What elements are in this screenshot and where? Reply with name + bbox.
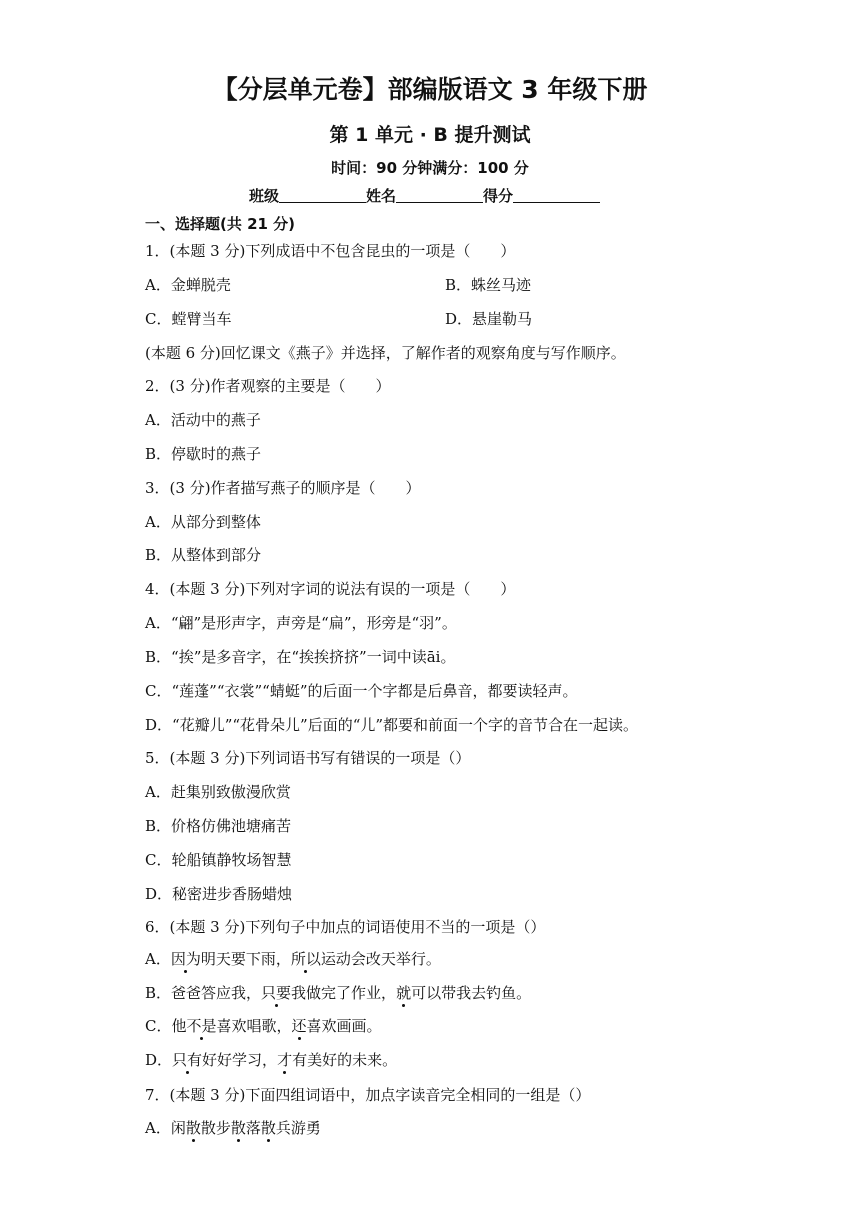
unit-subtitle: 第 1 单元 · B 提升测试 bbox=[329, 124, 531, 146]
text-segment: 散步 bbox=[200, 1119, 231, 1137]
text-segment: 喜欢唱歌， bbox=[216, 1017, 292, 1035]
q1-option-c: C．螳臂当车 bbox=[145, 310, 232, 328]
text-segment: C．他 bbox=[145, 1017, 187, 1035]
text-segment: A．闲 bbox=[145, 1119, 186, 1137]
q5-option-d: D．秘密进步香肠蜡烛 bbox=[145, 885, 293, 903]
text-segment: 可以带我去钓鱼。 bbox=[411, 984, 532, 1002]
class-blank[interactable] bbox=[279, 187, 366, 203]
dotted-word: 因为 bbox=[170, 950, 201, 968]
group-intro: (本题 6 分)回忆课文《燕子》并选择，了解作者的观察角度与写作顺序。 bbox=[145, 344, 626, 362]
q1-option-d: D．悬崖勒马 bbox=[445, 310, 533, 328]
student-info-fields bbox=[249, 185, 600, 206]
q2-option-b: B．停歇时的燕子 bbox=[145, 445, 262, 463]
q6-option-a bbox=[145, 949, 441, 969]
q5-option-a: A．赶集别致傲漫欣赏 bbox=[145, 783, 291, 801]
q6-option-b bbox=[145, 983, 531, 1003]
q6-option-d bbox=[145, 1050, 397, 1070]
q5-stem: 5．(本题 3 分)下列词语书写有错误的一项是（） bbox=[145, 749, 471, 767]
dotted-char: 散 bbox=[185, 1119, 201, 1137]
q4-option-c: C．“莲蓬”“衣裳”“蜻蜓”的后面一个字都是后鼻音，都要读轻声。 bbox=[145, 682, 578, 700]
q4-option-d: D．“花瓣儿”“花骨朵儿”后面的“儿”都要和前面一个字的音节合在一起读。 bbox=[145, 716, 639, 734]
q7-stem: 7．(本题 3 分)下面四组词语中，加点字读音完全相同的一组是（） bbox=[145, 1086, 591, 1104]
q1-option-b: B．蛛丝马迹 bbox=[445, 276, 532, 294]
text-segment: 落 bbox=[245, 1119, 261, 1137]
dotted-word: 才 bbox=[277, 1051, 293, 1069]
q3-option-b: B．从整体到部分 bbox=[145, 546, 262, 564]
q6-option-c bbox=[145, 1016, 382, 1036]
text-segment: 我做完了作业， bbox=[291, 984, 397, 1002]
score-label: 得分 bbox=[483, 187, 514, 205]
section-heading: 一、选择题(共 21 分) bbox=[145, 215, 296, 233]
q2-stem: 2．(3 分)作者观察的主要是（ ） bbox=[145, 377, 391, 395]
q3-stem: 3．(3 分)作者描写燕子的顺序是（ ） bbox=[145, 479, 421, 497]
dotted-word: 不是 bbox=[186, 1017, 217, 1035]
score-blank[interactable] bbox=[513, 187, 600, 203]
name-label: 姓名 bbox=[366, 187, 397, 205]
dotted-word: 所以 bbox=[290, 950, 321, 968]
dotted-char: 散 bbox=[230, 1119, 246, 1137]
q6-stem: 6．(本题 3 分)下列句子中加点的词语使用不当的一项是（） bbox=[145, 918, 546, 936]
q1-stem: 1．(本题 3 分)下列成语中不包含昆虫的一项是（ ） bbox=[145, 242, 516, 260]
dotted-word: 就 bbox=[396, 984, 412, 1002]
q2-option-a: A．活动中的燕子 bbox=[145, 411, 261, 429]
class-label: 班级 bbox=[249, 187, 280, 205]
time-score-info: 时间：90 分钟满分：100 分 bbox=[331, 159, 529, 177]
q5-option-b: B．价格仿佛池塘痛苦 bbox=[145, 817, 292, 835]
q3-option-a: A．从部分到整体 bbox=[145, 513, 261, 531]
text-segment: 有美好的未来。 bbox=[292, 1051, 398, 1069]
text-segment: A． bbox=[145, 950, 171, 968]
dotted-char: 散 bbox=[260, 1119, 276, 1137]
name-blank[interactable] bbox=[396, 187, 483, 203]
q4-option-a: A．“翩”是形声字，声旁是“扁”，形旁是“羽”。 bbox=[145, 614, 457, 632]
text-segment: 运动会改天举行。 bbox=[320, 950, 441, 968]
q1-option-a: A．金蝉脱壳 bbox=[145, 276, 231, 294]
dotted-word: 还 bbox=[291, 1017, 307, 1035]
text-segment: 明天要下雨， bbox=[200, 950, 291, 968]
q5-option-c: C．轮船镇静牧场智慧 bbox=[145, 851, 292, 869]
dotted-word: 只有 bbox=[172, 1051, 203, 1069]
q4-stem: 4．(本题 3 分)下列对字词的说法有误的一项是（ ） bbox=[145, 580, 516, 598]
page-title: 【分层单元卷】部编版语文 3 年级下册 bbox=[212, 75, 648, 104]
q4-option-b: B．“挨”是多音字，在“挨挨挤挤”一词中读āi。 bbox=[145, 648, 456, 666]
dotted-word: 只要 bbox=[261, 984, 292, 1002]
text-segment: D． bbox=[145, 1051, 173, 1069]
text-segment: 喜欢画画。 bbox=[306, 1017, 382, 1035]
text-segment: 兵游勇 bbox=[275, 1119, 321, 1137]
text-segment: B．爸爸答应我， bbox=[145, 984, 262, 1002]
q7-option-a bbox=[145, 1118, 321, 1138]
text-segment: 好好学习， bbox=[202, 1051, 278, 1069]
